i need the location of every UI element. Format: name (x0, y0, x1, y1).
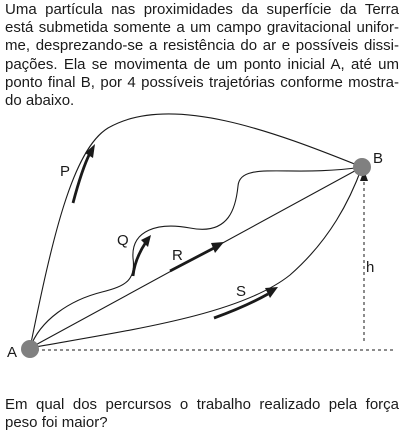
path-p-label: P (60, 163, 71, 180)
prompt-line: Em qual dos percursos o trabalho realizado pela força (5, 396, 399, 413)
point-b-label: B (373, 150, 384, 167)
statement-line: do abaixo. (5, 92, 75, 110)
path-s-arrow-head (265, 287, 278, 298)
path-q-arrow (133, 242, 146, 276)
statement-line: Uma partícula nas proximidades da superfície da Terra (5, 1, 399, 18)
statement-line: pações. Ela se movimenta de um ponto inicial A, até um (5, 55, 399, 73)
statement-line: ponto final B, por 4 possíveis trajetórias conforme mostra- (5, 73, 399, 91)
path-r-arrow-head (211, 242, 224, 253)
point-b (353, 158, 371, 176)
path-r-label: R (172, 247, 183, 264)
height-label: h (366, 259, 375, 276)
point-a-label: A (7, 344, 18, 361)
question-prompt (5, 396, 399, 432)
statement-line: está submetida somente a um campo gravitacional unifor- (5, 19, 399, 37)
prompt-line: peso foi maior? (5, 414, 108, 432)
point-a (21, 340, 39, 358)
statement-line: me, desprezando-se a resistência do ar e possíveis dissi- (5, 37, 399, 55)
path-p (30, 114, 362, 348)
path-s-label: S (236, 283, 247, 300)
path-q-label: Q (117, 232, 129, 249)
